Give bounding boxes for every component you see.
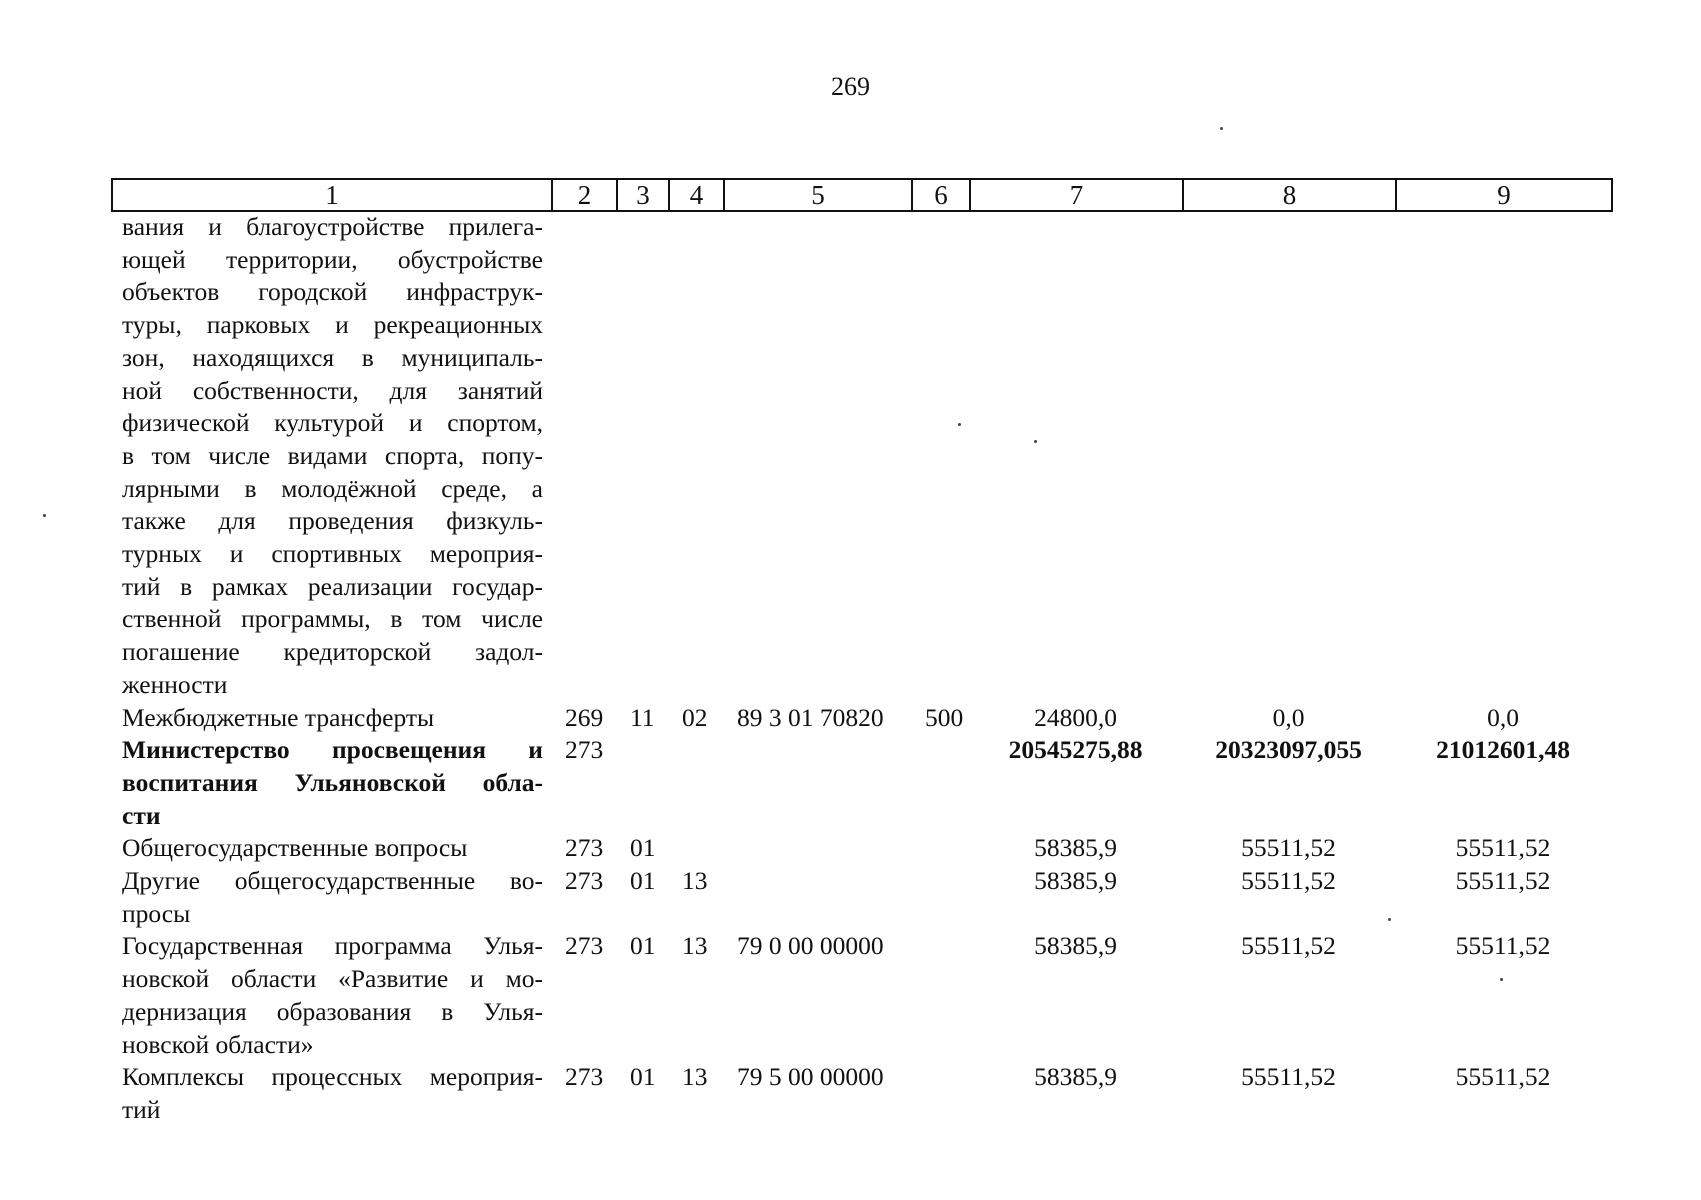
row-name — [111, 702, 551, 735]
row-name-line: Другие общегосударственные во- — [122, 866, 543, 896]
row-name-line: в том числе видами спорта, попу- — [122, 440, 543, 470]
header-col-1: 1 — [112, 179, 552, 211]
ministry-code — [551, 211, 616, 702]
header-col-4: 4 — [669, 179, 724, 211]
amount-col-8: 55511,52 — [1241, 931, 1336, 961]
scan-speck — [1388, 918, 1391, 921]
amount-col-7 — [969, 211, 1182, 702]
table-row — [111, 865, 1611, 930]
header-col-5: 5 — [724, 179, 912, 211]
row-name-line: туры, парковых и рекреационных — [122, 310, 543, 340]
amount-col-7: 20545275,88 — [1008, 735, 1143, 765]
section-code — [616, 211, 668, 702]
header-col-2: 2 — [552, 179, 617, 211]
row-name-line: женности — [122, 669, 228, 699]
row-name-line: сти — [122, 800, 161, 830]
amount-col-7: 24800,0 — [1034, 702, 1117, 732]
subsection-code: 02 — [682, 702, 708, 732]
amount-col-9: 21012601,48 — [1436, 735, 1570, 765]
table-row — [111, 930, 1611, 1061]
expense-type-code — [911, 211, 969, 702]
section-code — [616, 734, 668, 832]
expense-type-code — [911, 1061, 969, 1126]
subsection-code: 13 — [682, 931, 708, 961]
row-name-line: новской области» — [122, 1029, 314, 1059]
row-name-line: просы — [122, 898, 191, 928]
row-name — [111, 1061, 551, 1126]
scan-speck — [1220, 127, 1223, 130]
row-name-line: тий в рамках реализации государ- — [122, 571, 543, 601]
amount-col-7: 58385,9 — [1034, 866, 1117, 896]
section-code: 01 — [630, 931, 656, 961]
subsection-code — [668, 832, 723, 865]
amount-col-8: 55511,52 — [1241, 833, 1336, 863]
row-name — [111, 211, 551, 702]
row-name — [111, 930, 551, 1061]
row-name-line: воспитания Ульяновской обла- — [122, 767, 543, 797]
target-article-code: 89 3 01 70820 — [737, 702, 884, 732]
ministry-code: 269 — [565, 702, 604, 732]
row-name-line: турных и спортивных мероприя- — [122, 539, 543, 569]
expense-type-code — [911, 832, 969, 865]
section-code: 11 — [630, 702, 655, 732]
scan-speck — [1500, 978, 1503, 981]
amount-col-8: 0,0 — [1272, 702, 1305, 732]
row-name-line: Общегосударственные вопросы — [122, 833, 468, 863]
row-name-line: ющей территории, обустройстве — [122, 244, 543, 274]
amount-col-8: 55511,52 — [1241, 866, 1336, 896]
row-name — [111, 832, 551, 865]
row-name-line: вания и благоустройстве прилега- — [122, 212, 543, 241]
expense-type-code — [911, 930, 969, 1061]
amount-col-8: 20323097,055 — [1215, 735, 1362, 765]
scan-speck — [1034, 440, 1037, 443]
header-col-8: 8 — [1183, 179, 1396, 211]
amount-col-9: 0,0 — [1487, 702, 1519, 732]
expense-type-code — [911, 734, 969, 832]
column-number-header — [111, 178, 1613, 212]
amount-col-9 — [1395, 211, 1611, 702]
subsection-code: 13 — [682, 866, 708, 896]
row-name-line: физической культурой и спортом, — [122, 408, 543, 438]
row-name-line: новской области «Развитие и мо- — [122, 964, 543, 994]
header-col-9: 9 — [1396, 179, 1612, 211]
row-name-line: зон, находящихся в муниципаль- — [122, 342, 543, 372]
row-name-line: ственной программы, в том числе — [122, 604, 543, 634]
row-name-line: Комплексы процессных мероприя- — [122, 1062, 543, 1092]
subsection-code — [668, 211, 723, 702]
target-article-code: 79 0 00 00000 — [737, 931, 884, 961]
page-number: 269 — [831, 72, 870, 101]
subsection-code — [668, 734, 723, 832]
row-name-line: ной собственности, для занятий — [122, 375, 543, 405]
target-article-code: 79 5 00 00000 — [737, 1062, 884, 1092]
subsection-code: 13 — [682, 1062, 708, 1092]
budget-table — [111, 211, 1611, 1127]
scan-speck — [43, 514, 46, 517]
ministry-code: 273 — [565, 735, 604, 765]
amount-col-7: 58385,9 — [1034, 931, 1117, 961]
amount-col-9: 55511,52 — [1455, 833, 1551, 863]
section-code: 01 — [630, 1062, 656, 1092]
amount-col-8 — [1182, 211, 1395, 702]
amount-col-9: 55511,52 — [1455, 1062, 1551, 1092]
amount-col-8: 55511,52 — [1241, 1062, 1336, 1092]
row-name — [111, 734, 551, 832]
row-name-line: также для проведения физкуль- — [122, 506, 543, 536]
row-name-line: Государственная программа Улья- — [122, 931, 543, 961]
section-code: 01 — [630, 866, 656, 896]
row-name-line: тий — [122, 1094, 161, 1124]
amount-col-7: 58385,9 — [1034, 1062, 1117, 1092]
amount-col-7: 58385,9 — [1034, 833, 1117, 863]
expense-type-code: 500 — [925, 702, 964, 732]
expense-type-code — [911, 865, 969, 930]
row-name-line: Межбюджетные трансферты — [122, 702, 435, 732]
row-name-line: дернизация образования в Улья- — [122, 996, 543, 1026]
ministry-code: 273 — [565, 931, 604, 961]
table-row — [111, 734, 1611, 832]
table-row — [111, 211, 1611, 702]
header-col-6: 6 — [912, 179, 970, 211]
row-name — [111, 865, 551, 930]
table-row — [111, 1061, 1611, 1126]
row-name-line: Министерство просвещения и — [122, 735, 543, 765]
target-article-code — [723, 865, 911, 930]
target-article-code — [723, 734, 911, 832]
row-name-line: лярными в молодёжной среде, а — [122, 473, 543, 503]
table-row — [111, 832, 1611, 865]
amount-col-9: 55511,52 — [1455, 931, 1551, 961]
target-article-code — [723, 832, 911, 865]
scan-speck — [958, 423, 961, 426]
header-col-3: 3 — [617, 179, 669, 211]
header-col-7: 7 — [970, 179, 1183, 211]
row-name-line: погашение кредиторской задол- — [122, 637, 543, 667]
ministry-code: 273 — [565, 1062, 604, 1092]
ministry-code: 273 — [565, 866, 604, 896]
target-article-code — [723, 211, 911, 702]
ministry-code: 273 — [565, 833, 604, 863]
row-name-line: объектов городской инфраструк- — [122, 277, 543, 307]
amount-col-9: 55511,52 — [1455, 866, 1551, 896]
table-row — [111, 702, 1611, 735]
section-code: 01 — [630, 833, 656, 863]
